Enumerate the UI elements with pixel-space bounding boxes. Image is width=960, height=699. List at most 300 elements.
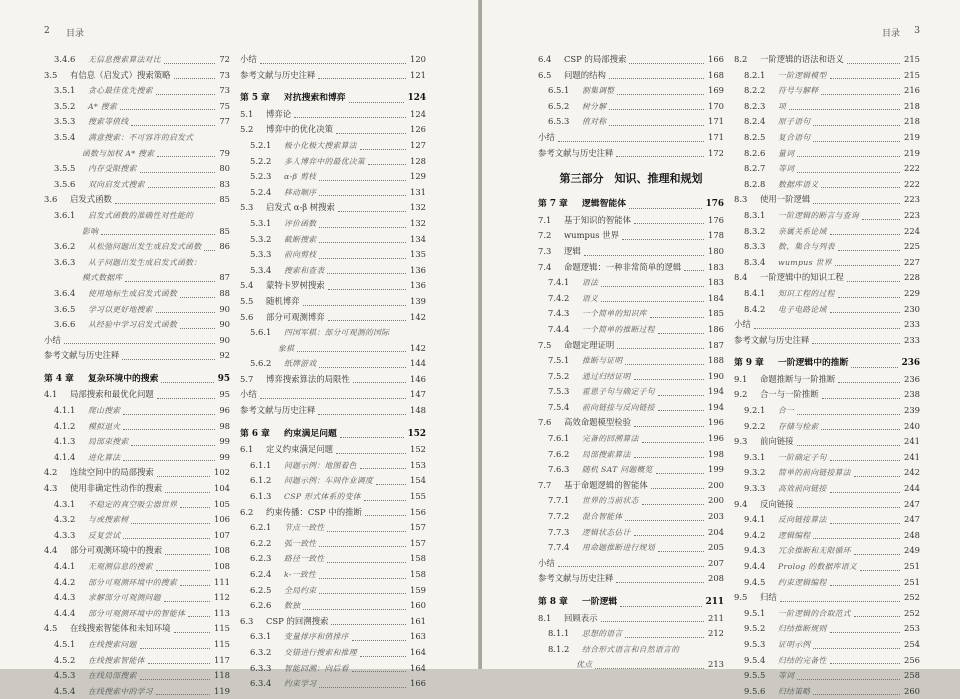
toc-page-number: 194 [708,401,724,412]
toc-entry [538,431,724,447]
toc-page-number: 111 [214,576,230,587]
toc-page-number: 171 [708,131,724,142]
toc-entry [538,540,724,556]
toc-section-title: 使用非确定性动作的搜索 [70,483,163,494]
toc-entry [538,83,724,99]
toc-leader-dots [830,234,900,235]
toc-section-title: 求解部分可观测问题 [88,593,161,603]
toc-page-number: 85 [219,225,230,236]
toc-leader-dots [328,289,406,290]
toc-page-number: 183 [708,261,724,272]
toc-leader-dots [131,125,215,126]
toc-entry [44,130,230,146]
toc-leader-dots [847,63,900,64]
toc-leader-dots [780,601,900,602]
toc-page-number: 190 [708,370,724,381]
toc-page-number: 95 [217,373,230,384]
toc-section-number: 7.5.4 [548,401,570,412]
toc-leader-dots [319,546,406,547]
toc-section-title: 用命题推断进行规划 [582,543,655,553]
toc-section-title: 归结策略 [778,686,811,696]
toc-entry-text [744,114,810,130]
toc-section-title: Prolog 的数据库语义 [778,562,858,571]
toc-leader-dots [180,507,210,508]
toc-entry-text [250,489,361,505]
toc-section-number: 9.4.1 [744,514,766,525]
running-title: 目录 [66,29,85,39]
toc-section-number: 9.2 [734,389,748,400]
toc-entry-text [250,232,316,248]
toc-section-title: 亲属关系论域 [778,226,827,236]
toc-entry-text [548,275,598,291]
toc-section-title: 参考文献与历史注释 [44,350,120,361]
toc-page-number: 87 [219,272,230,283]
toc-entry-text [744,302,827,318]
toc-entry [240,138,426,154]
toc-section-number: 4.4.3 [54,592,76,603]
toc-entry-text [548,462,653,478]
toc-section-number: 6.1.3 [250,491,272,502]
toc-section-title: 推断与证明 [582,356,623,366]
toc-page-number: 252 [904,607,920,618]
toc-leader-dots [789,109,900,110]
toc-leader-dots [164,601,210,602]
toc-entry-text [734,497,794,513]
toc-entry-text [744,559,857,575]
toc-section-title: 前向剪枝 [284,250,317,260]
toc-entry-text [744,83,818,99]
toc-entry [538,306,724,322]
toc-section-title: 在线搜索智能体 [88,655,145,665]
toc-section-title: 结合形式语言和自然语言的 [582,644,680,654]
toc-page-number: 223 [904,194,920,205]
toc-section-title: 内存受限搜索 [88,164,137,174]
toc-page-number: 242 [904,467,920,478]
toc-section-title: 问题示例：车间作业调度 [284,476,374,486]
toc-section-number: 9.5.5 [744,670,766,681]
toc-entry [538,369,724,385]
toc-page-number: 166 [708,54,724,64]
toc-entry-text [250,247,316,263]
toc-section-title: 截断搜索 [284,234,317,244]
toc-section-number: 9.5 [734,592,748,603]
toc-page-number: 160 [410,600,426,611]
toc-part-heading [538,169,724,189]
toc-page-number: 86 [219,241,230,252]
toc-entry [538,525,724,541]
toc-section-number: 7.5.1 [548,355,570,366]
toc-page-number: 112 [214,592,230,603]
toc-section-title: 从松弛问题出发生成启发式函数 [88,242,202,252]
toc-entry [538,353,724,369]
toc-entry [734,621,920,637]
toc-page-number: 132 [410,217,426,228]
toc-entry [44,590,230,606]
toc-entry-text [734,52,844,68]
toc-entry [240,341,426,357]
toc-section-title: 节点一致性 [284,523,325,533]
toc-entry [734,403,920,419]
toc-page-number: 72 [219,54,230,64]
toc-page-number: 225 [904,241,920,252]
toc-section-title: 冗余推断和无限循环 [778,546,851,556]
toc-section-number: 8.2.5 [744,131,766,142]
toc-entry [240,442,426,458]
toc-section-number: 9.5.3 [744,638,766,649]
toc-entry [240,325,426,341]
toc-page-number: 233 [904,319,920,330]
toc-leader-dots [156,312,215,313]
toc-section-title: 一个简单的推断过程 [582,324,655,334]
toc-entry [734,239,920,255]
toc-entry-text [54,99,117,115]
toc-section-number: 8.2.2 [744,85,766,96]
toc-section-title: 变量排序和值排序 [284,632,349,642]
toc-entry-text [548,83,614,99]
toc-leader-dots [629,63,704,64]
toc-entry-text [240,68,315,84]
toc-entry-text [54,450,120,466]
toc-section-title: 参考文献与历史注释 [240,405,316,416]
toc-section-title: 反复尝试 [88,530,121,540]
toc-entry [538,322,724,338]
toc-section-title: 与或搜索树 [88,515,129,525]
toc-section-title: 小结 [240,389,257,400]
toc-entry-text [240,505,362,521]
toc-entry-text [538,338,614,354]
toc-section-number: 5.2.2 [250,155,272,166]
toc-section-title: 部分可观测环境中的搜索 [70,545,163,556]
toc-leader-dots [319,242,406,243]
toc-section-number: 8.1 [538,612,552,623]
toc-entry-text [744,255,832,271]
toc-leader-dots [558,141,704,142]
toc-page-number: 128 [410,155,426,166]
toc-section-number: 5.3.3 [250,249,272,260]
toc-leader-dots [188,616,210,617]
toc-section-number: 8.1.2 [548,643,570,654]
toc-leader-dots [360,149,406,150]
toc-entry [734,481,920,497]
toc-entry [538,478,724,494]
toc-section-number: 8.3 [734,194,748,205]
toc-entry-text [744,450,827,466]
toc-entry-text [54,130,193,146]
toc-page-number: 144 [410,358,426,369]
toc-page-number: 222 [904,163,920,174]
toc-leader-dots [353,382,406,383]
toc-section-number: 3.6.5 [54,303,76,314]
toc-entry-text [54,83,153,99]
toc-leader-dots [558,566,704,567]
toc-chapter-entry [240,427,426,443]
toc-entry [734,208,920,224]
toc-entry [44,528,230,544]
toc-entry-text [44,387,154,403]
toc-page-number: 256 [904,654,920,665]
toc-page-number: 194 [708,386,724,397]
toc-entry-text [734,333,809,349]
toc-section-title: 部分可观测环境中的智能体 [88,608,186,618]
toc-section-number: 5.3 [240,202,254,213]
toc-section-title: 知识工程的过程 [778,288,835,298]
toc-page-number: 121 [410,69,426,80]
toc-entry-text [44,543,162,559]
toc-entry [240,520,426,536]
toc-entry [44,161,230,177]
toc-entry [240,247,426,263]
toc-leader-dots [349,102,404,103]
toc-leader-dots [260,63,406,64]
toc-section-number: 9.5.4 [744,654,766,665]
toc-entry-text [240,107,291,123]
toc-section-title: 在线搜索问题 [88,639,137,649]
toc-section-number: 3.6.1 [54,209,76,220]
page-number: 2 [44,26,50,36]
toc-page-number: 200 [708,479,724,490]
toc-section-title: 定义约束满足问题 [266,444,333,455]
toc-leader-dots [656,473,704,474]
toc-entry-text [744,668,794,684]
toc-section-number: 6.2.1 [250,522,272,533]
toc-section-number: 7.4.4 [548,323,570,334]
toc-entry [44,621,230,637]
toc-section-number: 7.6.1 [548,433,570,444]
toc-section-number: 8.2.4 [744,116,766,127]
toc-section-title: 局部束搜索 [88,437,129,447]
toc-leader-dots [821,94,900,95]
toc-chapter-entry [538,197,724,213]
toc-section-title: 语义 [582,293,599,303]
toc-entry [734,99,920,115]
toc-leader-dots [204,250,215,251]
toc-entry-text [538,244,581,260]
toc-section-title: 存储与检索 [778,421,819,431]
toc-entry-text [734,590,777,606]
toc-section-number: 7.7.4 [548,542,570,553]
toc-section-number: 5.2 [240,124,254,135]
toc-entry-text [250,216,316,232]
toc-entry-text [744,481,827,497]
toc-section-title: 评价函数 [284,218,317,228]
toc-section-title: 一阶逻辑中的知识工程 [760,272,844,283]
toc-leader-dots [609,109,704,110]
toc-entry [44,387,230,403]
toc-entry-text [82,146,154,162]
toc-entry-text [744,146,794,162]
toc-section-title: 无信息搜索算法对比 [88,55,161,64]
toc-section-title: 命题定理证明 [564,339,615,350]
toc-page-number: 228 [904,272,920,283]
toc-section-number: 6.5 [538,69,552,80]
toc-section-number: 6.3.2 [250,646,272,657]
toc-leader-dots [365,515,406,516]
toc-entry-text [240,122,333,138]
toc-leader-dots [797,445,900,446]
toc-entry-text [54,286,177,302]
toc-entry-text [54,255,201,271]
toc-section-number: 第 9 章 [734,358,764,369]
toc-section-title: 小结 [538,131,555,142]
toc-entry-text [548,369,631,385]
toc-entry [44,83,230,99]
toc-leader-dots [797,172,900,173]
toc-section-number: 7.6 [538,417,552,428]
toc-page-number: 136 [410,280,426,291]
toc-section-number: 9.5.1 [744,607,766,618]
toc-page-number: 187 [708,339,724,350]
toc-section-number: 6.2.2 [250,537,272,548]
toc-entry-text [250,520,324,536]
toc-page-number: 198 [708,448,724,459]
toc-section-title: 一阶逻辑模型 [778,70,827,80]
toc-entry-text [744,543,851,559]
toc-section-title: 高效命题模型检验 [564,417,631,428]
toc-spacer [44,364,230,372]
toc-section-title: 进化算法 [88,452,121,462]
toc-leader-dots [352,671,406,672]
toc-section-title: 复合语句 [778,132,811,142]
toc-entry-text [548,99,606,115]
toc-entry [734,450,920,466]
toc-section-number: 3.6.6 [54,319,76,330]
toc-section-number: 3.4.6 [54,54,76,64]
toc-page-number: 211 [705,597,724,607]
toc-section-number: 5.6.1 [250,327,272,338]
toc-section-number: 5.6 [240,311,254,322]
toc-section-title: 一阶逻辑的断言与查询 [778,210,859,220]
toc-section-number: 9.4.3 [744,545,766,556]
toc-chapter-entry [734,356,920,372]
toc-entry [734,333,920,349]
toc-page-number: 218 [904,100,920,111]
toc-entry [734,146,920,162]
toc-section-number: 8.4.1 [744,287,766,298]
toc-page-number: 208 [708,573,724,584]
toc-leader-dots [174,632,210,633]
toc-entry [734,372,920,388]
toc-leader-dots [797,679,900,680]
toc-leader-dots [625,520,704,521]
toc-page-number: 238 [904,389,920,400]
toc-leader-dots [123,538,210,539]
toc-entry-text [538,478,648,494]
toc-leader-dots [165,554,210,555]
toc-leader-dots [123,460,215,461]
toc-section-number: 6.1.1 [250,459,272,470]
toc-section-title: 高效前向链接 [778,484,827,494]
toc-section-number: 3.5.3 [54,116,76,127]
toc-entry [538,611,724,627]
toc-entry-text [82,224,98,240]
toc-section-number: 4.2 [44,467,58,478]
toc-entry [734,684,920,699]
toc-leader-dots [813,694,900,695]
toc-page-number: 218 [904,116,920,127]
toc-leader-dots [609,78,704,79]
toc-section-title: 合一 [778,406,795,416]
toc-entry-text [538,52,626,68]
toc-leader-dots [813,141,900,142]
toc-entry [538,68,724,84]
toc-section-title: α-β 剪枝 [284,172,317,182]
toc-section-number: 5.4 [240,280,254,291]
toc-section-number: 6.2 [240,506,254,517]
toc-entry [734,528,920,544]
toc-entry-text [250,185,316,201]
toc-entry-text [744,286,835,302]
toc-section-number: 4.5 [44,623,58,634]
toc-entry-text [734,356,848,372]
toc-entry [240,614,426,630]
toc-leader-dots [294,117,406,118]
toc-entry [538,400,724,416]
toc-entry [44,434,230,450]
toc-section-number: 6.3.1 [250,631,272,642]
toc-spacer [240,419,426,427]
toc-entry-text [250,473,373,489]
toc-entry-text [744,419,818,435]
toc-entry-text [54,637,137,653]
toc-entry-text [240,91,346,107]
toc-leader-dots [854,476,900,477]
toc-section-title: 世界的当前状态 [582,496,639,506]
toc-page-number: 223 [904,209,920,220]
toc-page-number: 152 [410,444,426,455]
toc-page-number: 251 [904,561,920,571]
toc-section-title: 参考文献与历史注释 [734,334,810,345]
toc-entry-text [734,192,810,208]
toc-entry-text [54,161,137,177]
toc-section-number: 第 6 章 [240,428,270,439]
toc-entry [240,356,426,372]
toc-column [734,52,920,699]
toc-section-number: 9.3 [734,436,748,447]
toc-page-number: 90 [219,319,230,330]
toc-section-title: 项 [778,101,787,111]
toc-page-number: 251 [904,576,920,587]
toc-leader-dots [327,531,406,532]
toc-section-number: 7.4 [538,261,552,272]
toc-section-number: 6.5.3 [548,116,570,127]
toc-leader-dots [821,187,900,188]
toc-section-title: 无观测信息的搜索 [88,562,153,571]
toc-section-number: 8.3.2 [744,225,766,236]
toc-entry-text [734,372,835,388]
toc-entry [240,372,426,388]
toc-page-number: 166 [410,678,426,689]
toc-entry [240,551,426,567]
toc-section-number: 6.5.1 [548,85,570,96]
toc-entry-text [44,465,154,481]
toc-section-title: 启发式函数的准确性对性能的 [88,210,194,220]
toc-leader-dots [318,414,406,415]
toc-page-number: 117 [214,654,230,665]
toc-entry-text [54,419,120,435]
toc-page-number: 178 [708,230,724,241]
toc-section-number: 5.2.4 [250,186,272,197]
toc-entry-text [744,621,827,637]
toc-spacer [538,189,724,197]
toc-entry [538,275,724,291]
toc-section-number: 3.5.5 [54,163,76,174]
toc-section-number: 4.5.2 [54,654,76,665]
toc-leader-dots [338,211,406,212]
toc-section-title: 启发式 α-β 树搜索 [266,202,335,213]
toc-leader-dots [642,442,704,443]
toc-entry-text [744,653,827,669]
toc-entry-text [44,348,119,364]
